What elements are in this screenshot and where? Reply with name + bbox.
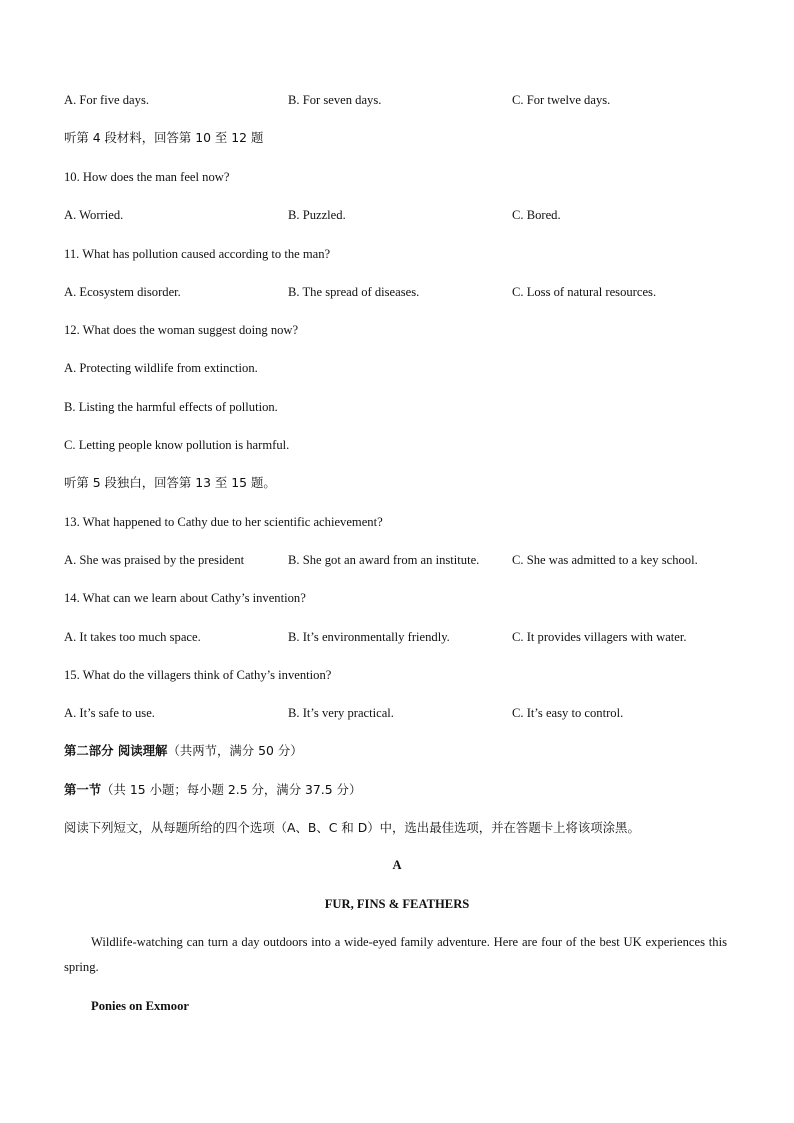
q13-option-b: B. She got an award from an institute. bbox=[288, 553, 480, 567]
part2-heading-line bbox=[64, 743, 303, 759]
q11-option-c: C. Loss of natural resources. bbox=[512, 285, 657, 299]
part2-heading: 第二部分 阅读理解 bbox=[64, 743, 168, 758]
q13-option-c: C. She was admitted to a key school. bbox=[512, 553, 698, 567]
q12-stem: 12. What does the woman suggest doing now? bbox=[64, 323, 299, 337]
q13-option-a: A. She was praised by the president bbox=[64, 553, 245, 567]
section4-heading: 听第 4 段材料，回答第 10 至 12 题 bbox=[64, 130, 264, 145]
passage-label: A bbox=[392, 858, 402, 872]
section5-heading: 听第 5 段独白，回答第 13 至 15 题。 bbox=[64, 475, 276, 490]
q10-option-c: C. Bored. bbox=[512, 208, 561, 222]
subheading-ponies: Ponies on Exmoor bbox=[91, 999, 189, 1013]
q14-option-c: C. It provides villagers with water. bbox=[512, 630, 687, 644]
q9-option-c: C. For twelve days. bbox=[512, 93, 611, 107]
q11-option-b: B. The spread of diseases. bbox=[288, 285, 420, 299]
q15-option-a: A. It’s safe to use. bbox=[64, 706, 155, 720]
passage-title: FUR, FINS & FEATHERS bbox=[324, 897, 470, 911]
reading-instruction: 阅读下列短文，从每题所给的四个选项（A、B、C 和 D）中，选出最佳选项，并在答题卡上将该项涂黑。 bbox=[64, 820, 640, 835]
part2-note: （共两节，满分 50 分） bbox=[167, 743, 303, 758]
q11-stem: 11. What has pollution caused according to the man? bbox=[64, 247, 331, 261]
q9-option-a: A. For five days. bbox=[64, 93, 149, 107]
q12-option-b: B. Listing the harmful effects of pollution. bbox=[64, 400, 278, 414]
q12-option-c: C. Letting people know pollution is harmful. bbox=[64, 438, 290, 452]
section1-note: （共 15 小题；每小题 2.5 分，满分 37.5 分） bbox=[101, 782, 362, 797]
q10-stem: 10. How does the man feel now? bbox=[64, 170, 230, 184]
q15-option-c: C. It’s easy to control. bbox=[512, 706, 624, 720]
q14-stem: 14. What can we learn about Cathy’s invention? bbox=[64, 591, 306, 605]
q12-option-a: A. Protecting wildlife from extinction. bbox=[64, 361, 258, 375]
section1-heading: 第一节 bbox=[64, 782, 102, 797]
q10-option-a: A. Worried. bbox=[64, 208, 124, 222]
passage-intro: Wildlife-watching can turn a day outdoors into a wide-eyed family adventure. Here are four of the best UK experiences this spring. bbox=[64, 935, 727, 974]
q14-option-a: A. It takes too much space. bbox=[64, 630, 201, 644]
q14-option-b: B. It’s environmentally friendly. bbox=[288, 630, 450, 644]
q9-option-b: B. For seven days. bbox=[288, 93, 382, 107]
q11-option-a: A. Ecosystem disorder. bbox=[64, 285, 181, 299]
section1-heading-line bbox=[64, 782, 361, 798]
q10-option-b: B. Puzzled. bbox=[288, 208, 346, 222]
q15-option-b: B. It’s very practical. bbox=[288, 706, 394, 720]
q15-stem: 15. What do the villagers think of Cathy’s invention? bbox=[64, 668, 332, 682]
q13-stem: 13. What happened to Cathy due to her scientific achievement? bbox=[64, 515, 383, 529]
